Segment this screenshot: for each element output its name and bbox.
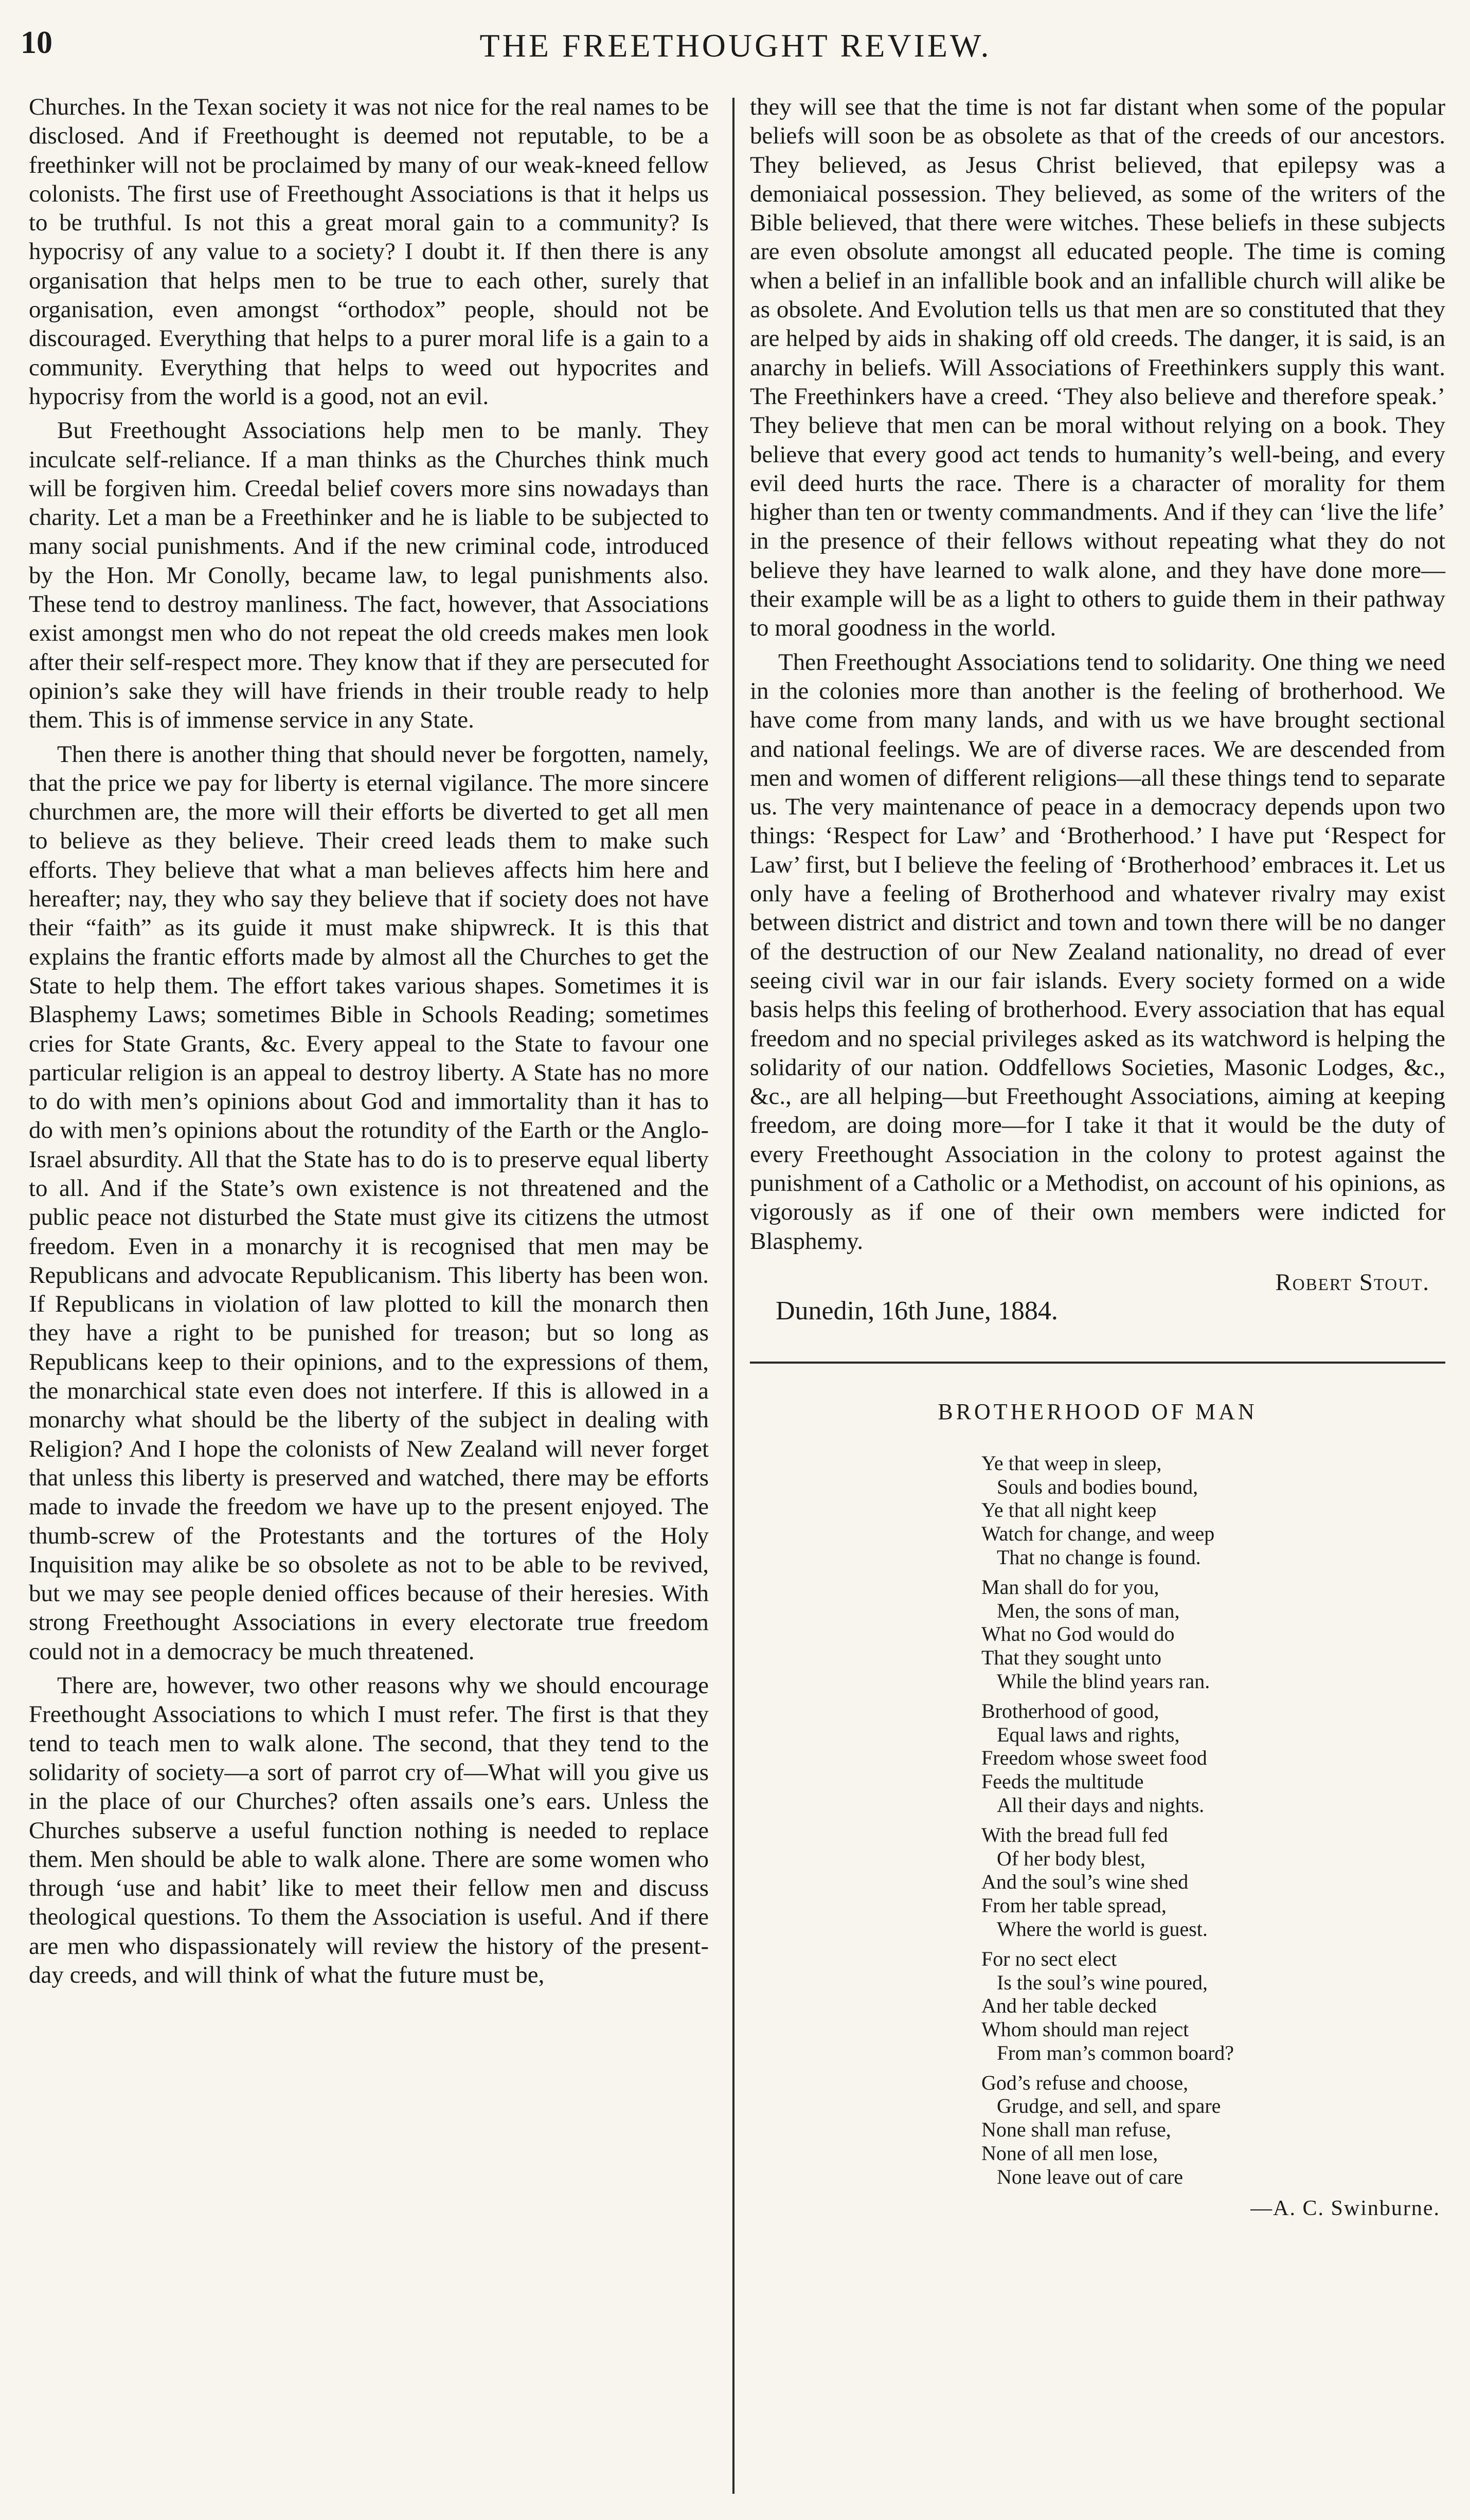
poem-title: BROTHERHOOD OF MAN xyxy=(938,1399,1258,1425)
poem-line: For no sect elect xyxy=(981,1947,1117,1970)
poem-line: Freedom whose sweet food xyxy=(981,1746,1207,1770)
poem-line: And the soul’s wine shed xyxy=(981,1870,1189,1894)
poem-line: While the blind years ran. xyxy=(997,1669,1210,1693)
poem-line: Is the soul’s wine poured, xyxy=(997,1970,1208,1994)
poem-line: None shall man refuse, xyxy=(981,2118,1171,2142)
running-title: THE FREETHOUGHT REVIEW. xyxy=(479,27,992,64)
dateline: Dunedin, 16th June, 1884. xyxy=(776,1296,1058,1326)
poem-line: None of all men lose, xyxy=(981,2142,1158,2165)
poem-line: Feeds the multitude xyxy=(981,1770,1144,1793)
poem-line: Watch for change, and weep xyxy=(981,1522,1215,1546)
poem-line: Men, the sons of man, xyxy=(997,1599,1180,1622)
poem-line: With the bread full fed xyxy=(981,1823,1168,1846)
paragraph: Then there is another thing that should never be forgotten, namely, that the price we pay for liberty is eternal vigilance. The more sincere churchmen are, the more will their efforts be diverted to get all men to believe as they believe. Their creed leads them to make such efforts. They believe that what a man believes affects him here and hereafter; nay, they who say they believe that if society does not have their “faith” as its guide it must make shipwreck. It is this that explains the frantic efforts made by almost all the Churches to get the State to help them. The effort takes various shapes. Sometimes it is Blasphemy Laws; sometimes Bible in Schools Reading; sometimes cries for State Grants, &c. Every appeal to the State to favour one particular religion is an appeal to destroy liberty. A State has no more to do with men’s opinions about God and immortality than it has to do with men’s opinions about the rotundity of the Earth or the Anglo-Israel absurdity. All that the State has to do is to preserve equal liberty to all. And if the State’s own existence is not threatened and the public peace not disturbed the State must give its citizens the utmost freedom. Even in a monarchy it is recognised that men may be Republicans and advocate Republicanism. This liberty has been won. If Republicans in violation of law plotted to kill the monarch then they have a right to be punished for treason; but so long as Republicans keep to their opinions, and to the expressions of them, the monarchical state even does not interfere. If this is allowed in a monarchy what should be the liberty of the subject in dealing with Religion? And I hope the colonists of New Zealand will never forget that unless this liberty is preserved and watched, there may be efforts made to invade the freedom we have up to the present enjoyed. The thumb-screw of the Protestants and the tortures of the Holy Inquisition may alike be so obsolete as not to be able to be revived, but we may see people denied offices because of their heresies. With strong Freethought Associations in every electorate true freedom could not in a democracy be much threatened. xyxy=(29,740,709,1665)
poem-line: What no God would do xyxy=(981,1622,1175,1646)
poem-stanza xyxy=(981,1823,1445,1941)
paragraph: There are, however, two other reasons why we should encourage Freethought Associations to which I must refer. The first is that they tend to teach men to walk alone. The second, that they tend to the solidarity of society—a sort of parrot cry of—What will you give us in the place of our Churches? often assails one’s ears. Unless the Churches subserve a useful function nothing is needed to replace them. Men should be able to walk alone. There are some women who through ‘use and habit’ like to meet their fellow men and discuss theological questions. To them the Association is useful. And if there are men who dispassionately will review the history of the present-day creeds, and will think of what the future must be, xyxy=(29,1672,709,1988)
poem-line: And her table decked xyxy=(981,1994,1157,2018)
poem-line: Whom should man reject xyxy=(981,2018,1189,2041)
poem-line: That no change is found. xyxy=(997,1545,1201,1569)
poem-line: From man’s common board? xyxy=(997,2041,1234,2064)
poem-stanza xyxy=(981,2071,1445,2189)
poem-line: God’s refuse and choose, xyxy=(981,2071,1189,2094)
poem-line: Souls and bodies bound, xyxy=(997,1475,1198,1498)
poem-line: Of her body blest, xyxy=(997,1846,1145,1870)
poem-stanza xyxy=(981,1699,1445,1817)
paragraph: Churches. In the Texan society it was not nice for the real names to be disclosed. And if Freethought is deemed not reputable, to be a freethinker will not be proclaimed by many of our weak-kneed fellow colonists. The first use of Freethought Associations is that it helps us to be truthful. Is not this a great moral gain to a community? Is hypocrisy of any value to a society? I doubt it. If then there is any organisation that helps men to be true to each other, surely that organisation, even amongst “orthodox” people, should not be discouraged. Everything that helps to a purer moral life is a gain to a community. Everything that helps to weed out hypocrites and hypocrisy from the world is a good, not an evil. xyxy=(29,94,709,410)
poem-stanza xyxy=(981,1452,1445,1569)
poem-line: Man shall do for you, xyxy=(981,1575,1159,1599)
page-header xyxy=(21,15,1450,72)
poem-line: Equal laws and rights, xyxy=(997,1723,1180,1746)
poem-line: Where the world is guest. xyxy=(997,1917,1208,1941)
poem-line: Ye that weep in sleep, xyxy=(981,1451,1162,1475)
poem-line: From her table spread, xyxy=(981,1894,1167,1917)
poem-line: Brotherhood of good, xyxy=(981,1699,1159,1723)
column-divider xyxy=(732,98,734,2494)
right-column xyxy=(750,93,1445,2223)
poem-line: None leave out of care xyxy=(997,2165,1184,2188)
paragraph: they will see that the time is not far distant when some of the popular beliefs will soon be as obsolete as that of the creeds of our ancestors. They believed, as Jesus Christ believed, that epilepsy was a demoniaical possession. They believed, as some of the writers of the Bible believed, that there were witches. These beliefs in these subjects are even obsolute amongst all educated people. The time is coming when a belief in an infallible book and an infallible church will alike be as obsolete. And Evolution tells us that men are so constituted that they are helped by aids in shaking off old creeds. The danger, it is said, is an anarchy in beliefs. Will Associations of Freethinkers supply this want. The Freethinkers have a creed. ‘They also believe and therefore speak.’ They believe that men can be moral without relying on a book. They believe that every good act tends to humanity’s well-being, and every evil deed hurts the race. There is a character of morality for them higher than ten or twenty commandments. And if they can ‘live the life’ in the presence of their fellows without repeating what they do not believe they have learned to walk alone, and they have done more—their example will be as a light to others to guide them in their pathway to moral goodness in the world. xyxy=(750,94,1445,642)
poem xyxy=(981,1452,1445,2189)
left-column xyxy=(29,93,709,2504)
poem-line: Ye that all night keep xyxy=(981,1498,1157,1522)
poem-author: —A. C. Swinburne. xyxy=(1250,2196,1440,2220)
poem-line: All their days and nights. xyxy=(997,1793,1205,1817)
author-signature: Robert Stout. xyxy=(1275,1268,1430,1296)
poem-line: Grudge, and sell, and spare xyxy=(997,2094,1221,2118)
paragraph: But Freethought Associations help men to be manly. They inculcate self-reliance. If a man thinks as the Churches think much will be forgiven him. Creedal belief covers more sins nowadays than charity. Let a man be a Freethinker and he is liable to be subjected to many social punishments. And if the new criminal code, introduced by the Hon. Mr Conolly, became law, to legal punishments also. These tend to destroy manliness. The fact, however, that Associations exist amongst men who do not repeat the old creeds makes men look after their self-respect more. They know that if they are persecuted for opinion’s sake they will have friends in their trouble ready to help them. This is of immense service in any State. xyxy=(29,417,709,734)
paragraph: Then Freethought Associations tend to solidarity. One thing we need in the colonies more than another is the feeling of brotherhood. We have come from many lands, and with us we have brought sectional and national feelings. We are of diverse races. We are descended from men and women of different religions—all these things tend to separate us. The very maintenance of peace in a democracy depends upon two things: ‘Respect for Law’ and ‘Brotherhood.’ I have put ‘Respect for Law’ first, but I believe the feeling of ‘Brotherhood’ embraces it. Let us only have a feeling of Brotherhood and whatever rivalry may exist between district and district and town and town there will be no danger of the destruction of our New Zealand nationality, no dread of ever seeing civil war in our fair islands. Every society formed on a wide basis helps this feeling of brotherhood. Every association that has equal freedom and no special privileges asked as its watchword is helping the solidarity of our nation. Oddfellows Societies, Masonic Lodges, &c., &c., are all helping—but Freethought Associations, aiming at keeping freedom, are doing more—for I take it that it would be the duty of every Freethought Association in the colony to protest against the punishment of a Catholic or a Methodist, on account of his opinions, as vigorously as if one of their own members were indicted for Blasphemy. xyxy=(750,648,1445,1255)
poem-line: That they sought unto xyxy=(981,1646,1161,1670)
section-divider xyxy=(750,1362,1445,1364)
poem-stanza xyxy=(981,1947,1445,2065)
page-number: 10 xyxy=(21,25,52,60)
poem-stanza xyxy=(981,1575,1445,1693)
